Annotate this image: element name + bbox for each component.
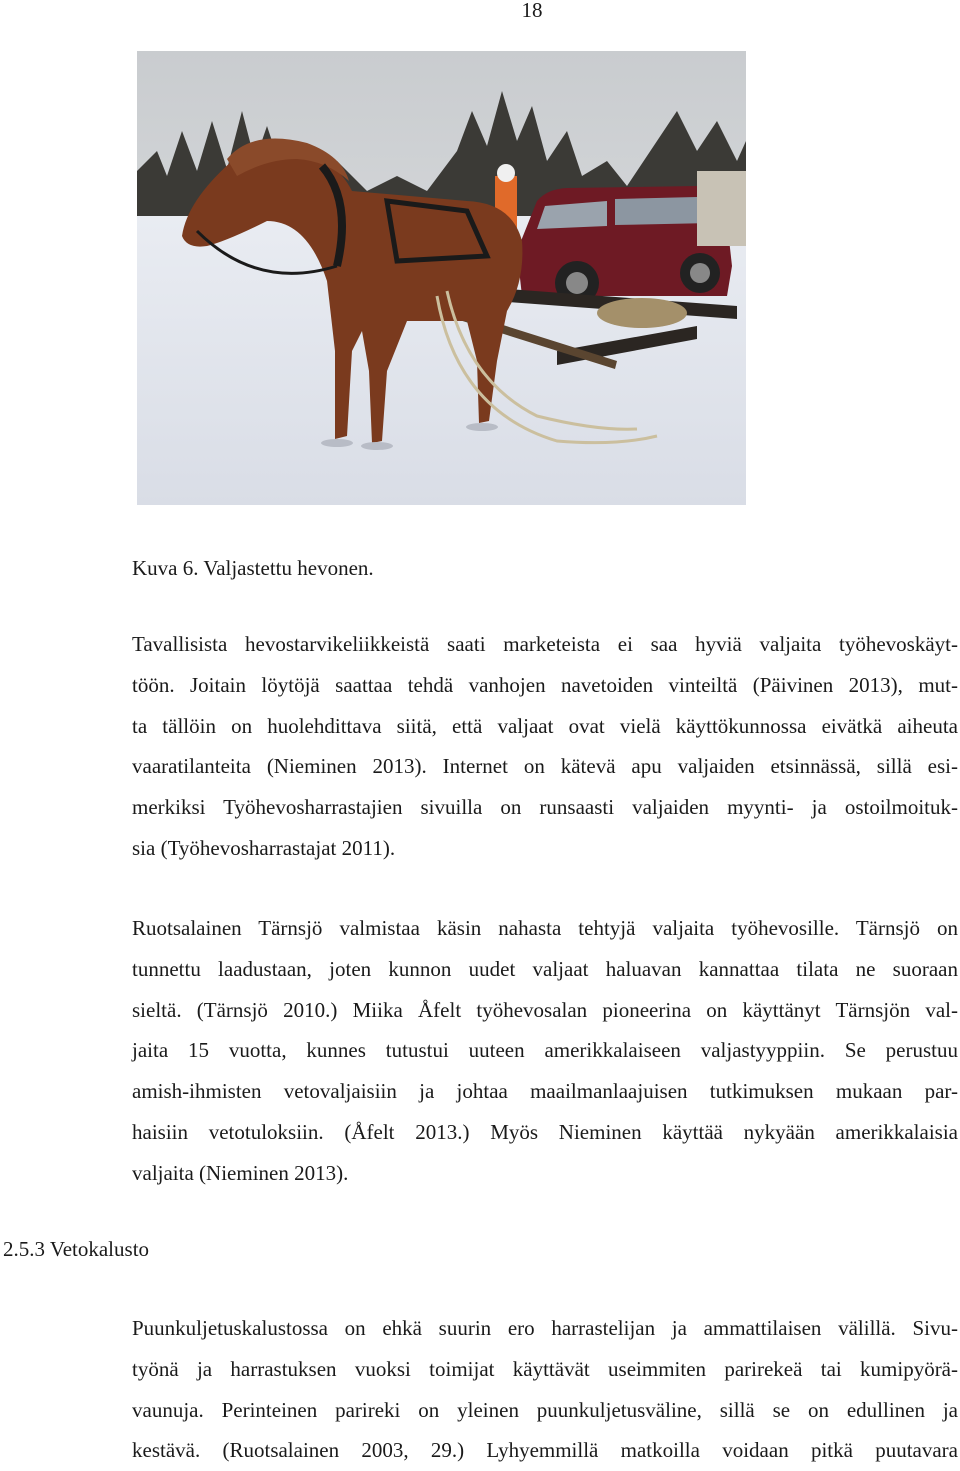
text-line: vaunuja. Perinteinen parireki on yleinen puunkuljetusväline, sillä se on edullinen ja	[132, 1397, 958, 1422]
text-line: amish-ihmisten vetovaljaisiin ja johtaa maailmanlaajuisen tutkimuksen mukaan par-	[132, 1079, 958, 1104]
paragraph-transport-equipment	[132, 1308, 958, 1471]
section-heading: 2.5.3 Vetokalusto	[3, 1237, 150, 1261]
page-number: 18	[521, 0, 543, 22]
text-line: sieltä. (Tärnsjö 2010.) Miika Åfelt työhevosalan pioneerina on käyttänyt Tärnsjön val-	[132, 997, 958, 1022]
paragraph-tarnsjo	[132, 908, 958, 1194]
text-line: valjaita (Nieminen 2013).	[132, 1160, 349, 1185]
text-line: työnä ja harrastuksen vuoksi toimijat käyttävät useimmiten parirekeä tai kumipyörä-	[132, 1356, 958, 1381]
text-line: haisiin vetotuloksiin. (Åfelt 2013.) Myös Nieminen käyttää nykyään amerikkalaisia	[132, 1119, 958, 1144]
text-line: vaaratilanteita (Nieminen 2013). Internet on kätevä apu valjaiden etsinnässä, sillä esi-	[132, 754, 958, 779]
harnessed-horse-photo	[137, 51, 746, 505]
text-line: Puunkuljetuskalustossa on ehkä suurin ero harrastelijan ja ammattilaisen välillä. Sivu-	[132, 1316, 958, 1340]
paragraph-harness-sources	[132, 624, 958, 869]
text-line: ta tällöin on huolehdittava siitä, että valjaat ovat vielä käyttökunnossa eivätkä aiheuta	[132, 713, 958, 738]
text-line: kestävä. (Ruotsalainen 2003, 29.) Lyhyemmillä matkoilla voidaan pitkä puutavara	[132, 1438, 958, 1463]
text-line: töön. Joitain löytöjä saattaa tehdä vanhojen navetoiden vinteiltä (Päivinen 2013), mut-	[132, 672, 958, 697]
text-line: sia (Työhevosharrastajat 2011).	[132, 835, 396, 860]
text-line: tunnettu laadustaan, joten kunnon uudet valjaat haluavan kannattaa tilata ne suoraan	[132, 956, 958, 981]
text-line: merkiksi Työhevosharrastajien sivuilla on runsaasti valjaiden myynti- ja ostoilmoituk-	[132, 795, 958, 820]
text-line: Tavallisista hevostarvikeliikkeistä saati marketeista ei saa hyviä valjaita työhevoskäyt-	[132, 632, 958, 656]
figure-caption: Kuva 6. Valjastettu hevonen.	[132, 556, 374, 580]
text-line: Ruotsalainen Tärnsjö valmistaa käsin nahasta tehtyjä valjaita työhevosille. Tärnsjö on	[132, 916, 958, 940]
text-line: jaita 15 vuotta, kunnes tutustui uuteen amerikkalaiseen valjastyyppiin. Se perustuu	[132, 1038, 958, 1063]
